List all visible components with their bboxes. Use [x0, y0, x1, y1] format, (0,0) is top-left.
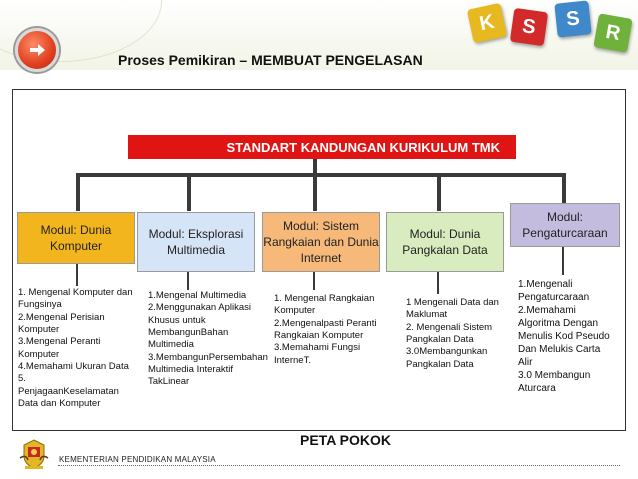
list-item: 2.Mengenal Perisian Komputer: [18, 311, 105, 336]
footer-org: KEMENTERIAN PENDIDIKAN MALAYSIA: [59, 455, 216, 464]
list-item: 1. Mengenal Rangkaian Komputer: [274, 293, 375, 317]
module-desc-connector: [313, 272, 315, 290]
list-item: 3.MembangunPersembahan Multimedia Interaktif TakLinear: [148, 351, 268, 388]
kssr-block-k: K: [467, 3, 507, 43]
branch-stem: [76, 173, 80, 211]
list-item: 2.Memahami Algoritma Dengan Menulis Kod Pseudo Dan Melukis Carta Alir: [518, 305, 610, 368]
kssr-block-s1: S: [510, 8, 548, 46]
module-eksplorasi-multimedia: Modul: Eksplorasi Multimedia: [137, 212, 255, 272]
branch-stem: [313, 173, 317, 211]
list-item: 1. Mengenal Komputer dan Fungsinya: [18, 287, 133, 311]
module-desc-connector: [76, 264, 78, 286]
module-items-sistem-rangkaian: [274, 293, 392, 367]
root-node: STANDART KANDUNGAN KURIKULUM TMK: [128, 135, 516, 159]
kssr-block-r: R: [593, 13, 632, 52]
list-item: 1.Mengenali Pengaturcaraan: [518, 279, 590, 303]
module-sistem-rangkaian: Modul: Sistem Rangkaian dan Dunia Internet: [262, 212, 380, 272]
module-items-pangkalan-data: [406, 297, 512, 371]
malaysia-crest-icon: [16, 436, 52, 472]
footer-divider: [58, 465, 620, 466]
list-item: 1.Mengenal Multimedia: [148, 290, 247, 301]
module-dunia-komputer: Modul: Dunia Komputer: [17, 212, 135, 264]
module-desc-connector: [437, 272, 439, 294]
module-items-eksplorasi-multimedia: [148, 290, 276, 389]
branch-line: [78, 173, 566, 177]
list-item: 3.Mengenal Peranti Komputer: [18, 336, 101, 360]
kssr-blocks: [460, 0, 638, 70]
list-item: 1 Mengenali Data dan Maklumat: [406, 297, 499, 321]
module-items-dunia-komputer: [18, 287, 136, 410]
list-item: 2. Mengenali Sistem Pangkalan Data: [406, 321, 493, 346]
branch-stem: [562, 173, 566, 203]
module-desc-connector: [187, 272, 189, 290]
diagram-caption: PETA POKOK: [300, 432, 392, 448]
module-items-pengaturcaraan: [518, 278, 616, 395]
list-item: 3.Memahami Fungsi InterneT.: [274, 342, 361, 366]
branch-stem: [437, 173, 441, 211]
list-item: 2.Mengenalpasti Peranti Rangkaian Komputer: [274, 317, 377, 342]
branch-stem: [187, 173, 191, 211]
module-desc-connector: [562, 247, 564, 275]
kssr-block-s2: S: [554, 0, 591, 37]
arrow-right-icon: [27, 40, 47, 60]
module-pengaturcaraan: Modul: Pengaturcaraan: [510, 203, 620, 247]
page-title: Proses Pemikiran – MEMBUAT PENGELASAN: [118, 52, 423, 68]
list-item: 2.Menggunakan Aplikasi Khusus untuk MembangunBahan Multimedia: [148, 302, 251, 351]
list-item: 3.0Membangunkan Pangkalan Data: [406, 346, 488, 370]
back-arrow-button[interactable]: [15, 28, 59, 72]
module-pangkalan-data: Modul: Dunia Pangkalan Data: [386, 212, 504, 272]
list-item: 3.0 Membangun Aturcara: [518, 370, 591, 394]
list-item: 5. PenjagaanKeselamatan Data dan Komputer: [18, 373, 119, 410]
list-item: 4.Memahami Ukuran Data: [18, 361, 129, 373]
